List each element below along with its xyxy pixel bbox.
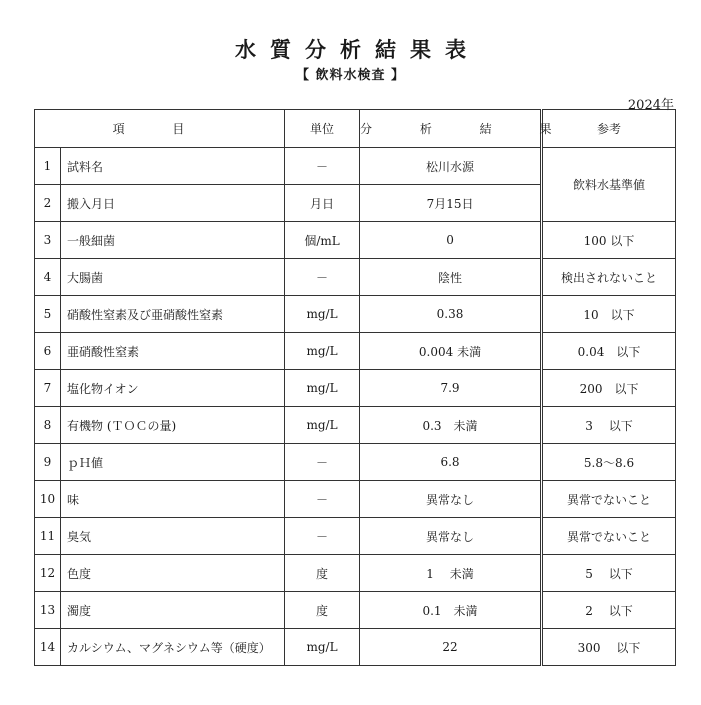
item-name: 塩化物イオン bbox=[61, 370, 285, 407]
result-cell: 1 未満 bbox=[360, 555, 542, 592]
results-table bbox=[34, 109, 676, 666]
item-name: ｐＨ値 bbox=[61, 444, 285, 481]
row-number: 8 bbox=[35, 407, 61, 444]
result-cell: 異常なし bbox=[360, 518, 542, 555]
result-cell: 陰性 bbox=[360, 259, 542, 296]
item-name: 色度 bbox=[61, 555, 285, 592]
row-number: 4 bbox=[35, 259, 61, 296]
table-row bbox=[35, 518, 676, 555]
row-number: 6 bbox=[35, 333, 61, 370]
table-row bbox=[35, 333, 676, 370]
item-name: 味 bbox=[61, 481, 285, 518]
reference-cell: 5.8～8.6 bbox=[542, 444, 676, 481]
unit-cell: － bbox=[285, 148, 360, 185]
row-number: 5 bbox=[35, 296, 61, 333]
item-name: カルシウム、マグネシウム等（硬度） bbox=[61, 629, 285, 666]
item-name: 臭気 bbox=[61, 518, 285, 555]
reference-cell: 検出されないこと bbox=[542, 259, 676, 296]
row-number: 7 bbox=[35, 370, 61, 407]
row-number: 13 bbox=[35, 592, 61, 629]
result-cell: 0.38 bbox=[360, 296, 542, 333]
document-title: 水質分析結果表 bbox=[235, 37, 480, 62]
table-row bbox=[35, 259, 676, 296]
unit-cell: mg/L bbox=[285, 629, 360, 666]
row-number: 3 bbox=[35, 222, 61, 259]
reference-cell: 3 以下 bbox=[542, 407, 676, 444]
unit-cell: mg/L bbox=[285, 296, 360, 333]
reference-cell: 2 以下 bbox=[542, 592, 676, 629]
result-cell: 7.9 bbox=[360, 370, 542, 407]
result-cell: 6.8 bbox=[360, 444, 542, 481]
table-body bbox=[35, 148, 676, 666]
result-cell: 0.3 未満 bbox=[360, 407, 542, 444]
table-row bbox=[35, 555, 676, 592]
unit-cell: mg/L bbox=[285, 333, 360, 370]
document-subtitle: 【 飲料水検査 】 bbox=[295, 68, 406, 83]
row-number: 10 bbox=[35, 481, 61, 518]
table-row bbox=[35, 407, 676, 444]
unit-cell: － bbox=[285, 481, 360, 518]
unit-cell: － bbox=[285, 444, 360, 481]
reference-cell: 200 以下 bbox=[542, 370, 676, 407]
item-name: 硝酸性窒素及び亜硝酸性窒素 bbox=[61, 296, 285, 333]
item-name: 亜硝酸性窒素 bbox=[61, 333, 285, 370]
row-number: 9 bbox=[35, 444, 61, 481]
row-number: 14 bbox=[35, 629, 61, 666]
reference-cell: 異常でないこと bbox=[542, 518, 676, 555]
unit-cell: 月日 bbox=[285, 185, 360, 222]
table-row bbox=[35, 222, 676, 259]
reference-cell: 異常でないこと bbox=[542, 481, 676, 518]
result-cell: 異常なし bbox=[360, 481, 542, 518]
table-row bbox=[35, 592, 676, 629]
table-row bbox=[35, 444, 676, 481]
unit-cell: － bbox=[285, 518, 360, 555]
item-name: 試料名 bbox=[61, 148, 285, 185]
unit-cell: － bbox=[285, 259, 360, 296]
item-name: 有機物 (ＴＯＣの量) bbox=[61, 407, 285, 444]
unit-cell: mg/L bbox=[285, 370, 360, 407]
reference-cell-merged: 飲料水基準値 bbox=[542, 148, 676, 222]
result-cell: 7月15日 bbox=[360, 185, 542, 222]
table-header-row bbox=[35, 110, 676, 148]
header-item: 項 目 bbox=[35, 110, 285, 148]
result-cell: 0.004 未満 bbox=[360, 333, 542, 370]
unit-cell: 度 bbox=[285, 592, 360, 629]
unit-cell: 度 bbox=[285, 555, 360, 592]
item-name: 搬入月日 bbox=[61, 185, 285, 222]
result-cell: 0 bbox=[360, 222, 542, 259]
unit-cell: mg/L bbox=[285, 407, 360, 444]
result-cell: 0.1 未満 bbox=[360, 592, 542, 629]
table-row bbox=[35, 481, 676, 518]
table-row bbox=[35, 370, 676, 407]
item-name: 一般細菌 bbox=[61, 222, 285, 259]
reference-cell: 300 以下 bbox=[542, 629, 676, 666]
row-number: 1 bbox=[35, 148, 61, 185]
header-unit: 単位 bbox=[285, 110, 360, 148]
result-cell: 22 bbox=[360, 629, 542, 666]
table-row bbox=[35, 629, 676, 666]
table-row bbox=[35, 296, 676, 333]
header-result: 分 析 結 果 bbox=[360, 110, 542, 148]
item-name: 大腸菌 bbox=[61, 259, 285, 296]
reference-cell: 5 以下 bbox=[542, 555, 676, 592]
reference-cell: 100 以下 bbox=[542, 222, 676, 259]
unit-cell: 個/mL bbox=[285, 222, 360, 259]
item-name: 濁度 bbox=[61, 592, 285, 629]
row-number: 11 bbox=[35, 518, 61, 555]
row-number: 2 bbox=[35, 185, 61, 222]
result-cell: 松川水源 bbox=[360, 148, 542, 185]
report-year: 2024年 bbox=[627, 98, 674, 113]
reference-cell: 0.04 以下 bbox=[542, 333, 676, 370]
table-row bbox=[35, 148, 676, 185]
reference-cell: 10 以下 bbox=[542, 296, 676, 333]
row-number: 12 bbox=[35, 555, 61, 592]
header-reference: 参考 bbox=[542, 110, 676, 148]
